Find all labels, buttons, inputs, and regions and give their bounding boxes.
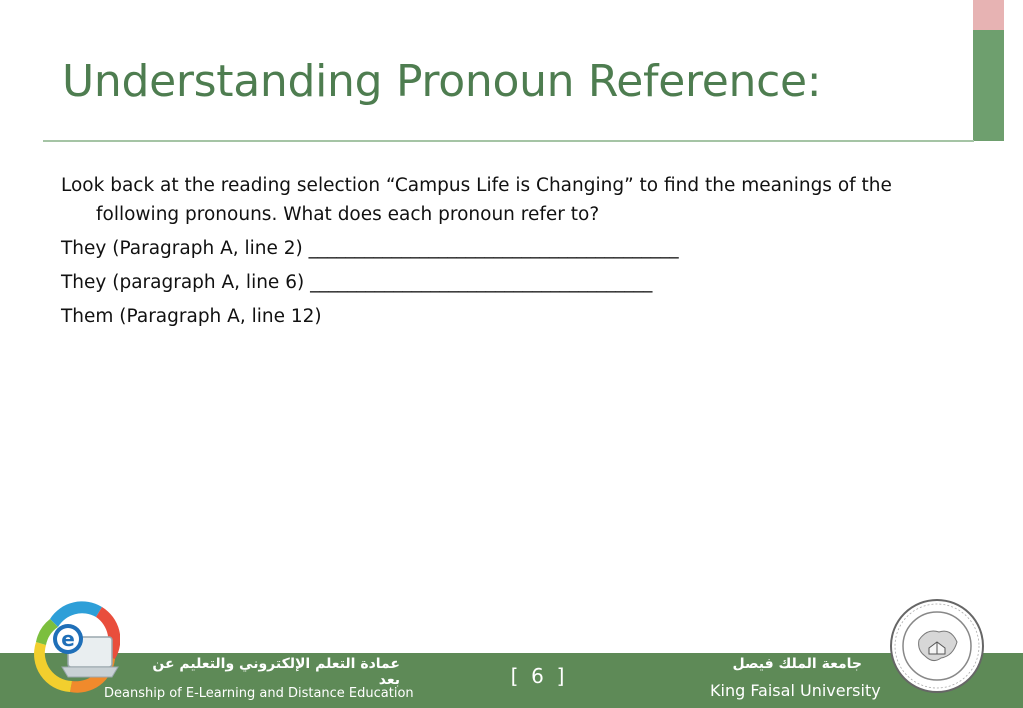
deanship-name-english: Deanship of E-Learning and Distance Education xyxy=(104,686,414,701)
university-name-english: King Faisal University xyxy=(710,681,881,700)
pronoun-item-3: Them (Paragraph A, line 12) xyxy=(61,306,322,327)
corner-accent-pink xyxy=(973,0,1004,30)
university-name-arabic: جامعة الملك فيصل xyxy=(732,656,862,672)
title-divider xyxy=(43,140,974,142)
pronoun-item-2: They (paragraph A, line 6) _____________________________________ xyxy=(61,272,653,293)
svg-text:e: e xyxy=(61,627,75,651)
corner-accent-green xyxy=(973,30,1004,141)
e-learning-logo-icon xyxy=(30,597,120,697)
page-number: [ 6 ] xyxy=(510,664,565,688)
instruction-paragraph: Look back at the reading selection “Campus Life is Changing” to find the meanings of the following pronouns. What does each pronoun refer to? xyxy=(61,175,892,225)
deanship-name-arabic: عمادة التعلم الإلكتروني والتعليم عن بعد xyxy=(152,656,400,688)
university-seal-icon xyxy=(887,598,987,694)
slide-title: Understanding Pronoun Reference: xyxy=(62,56,822,107)
pronoun-item-1: They (Paragraph A, line 2) ________________________________________ xyxy=(61,238,679,259)
slide-content xyxy=(61,171,941,336)
